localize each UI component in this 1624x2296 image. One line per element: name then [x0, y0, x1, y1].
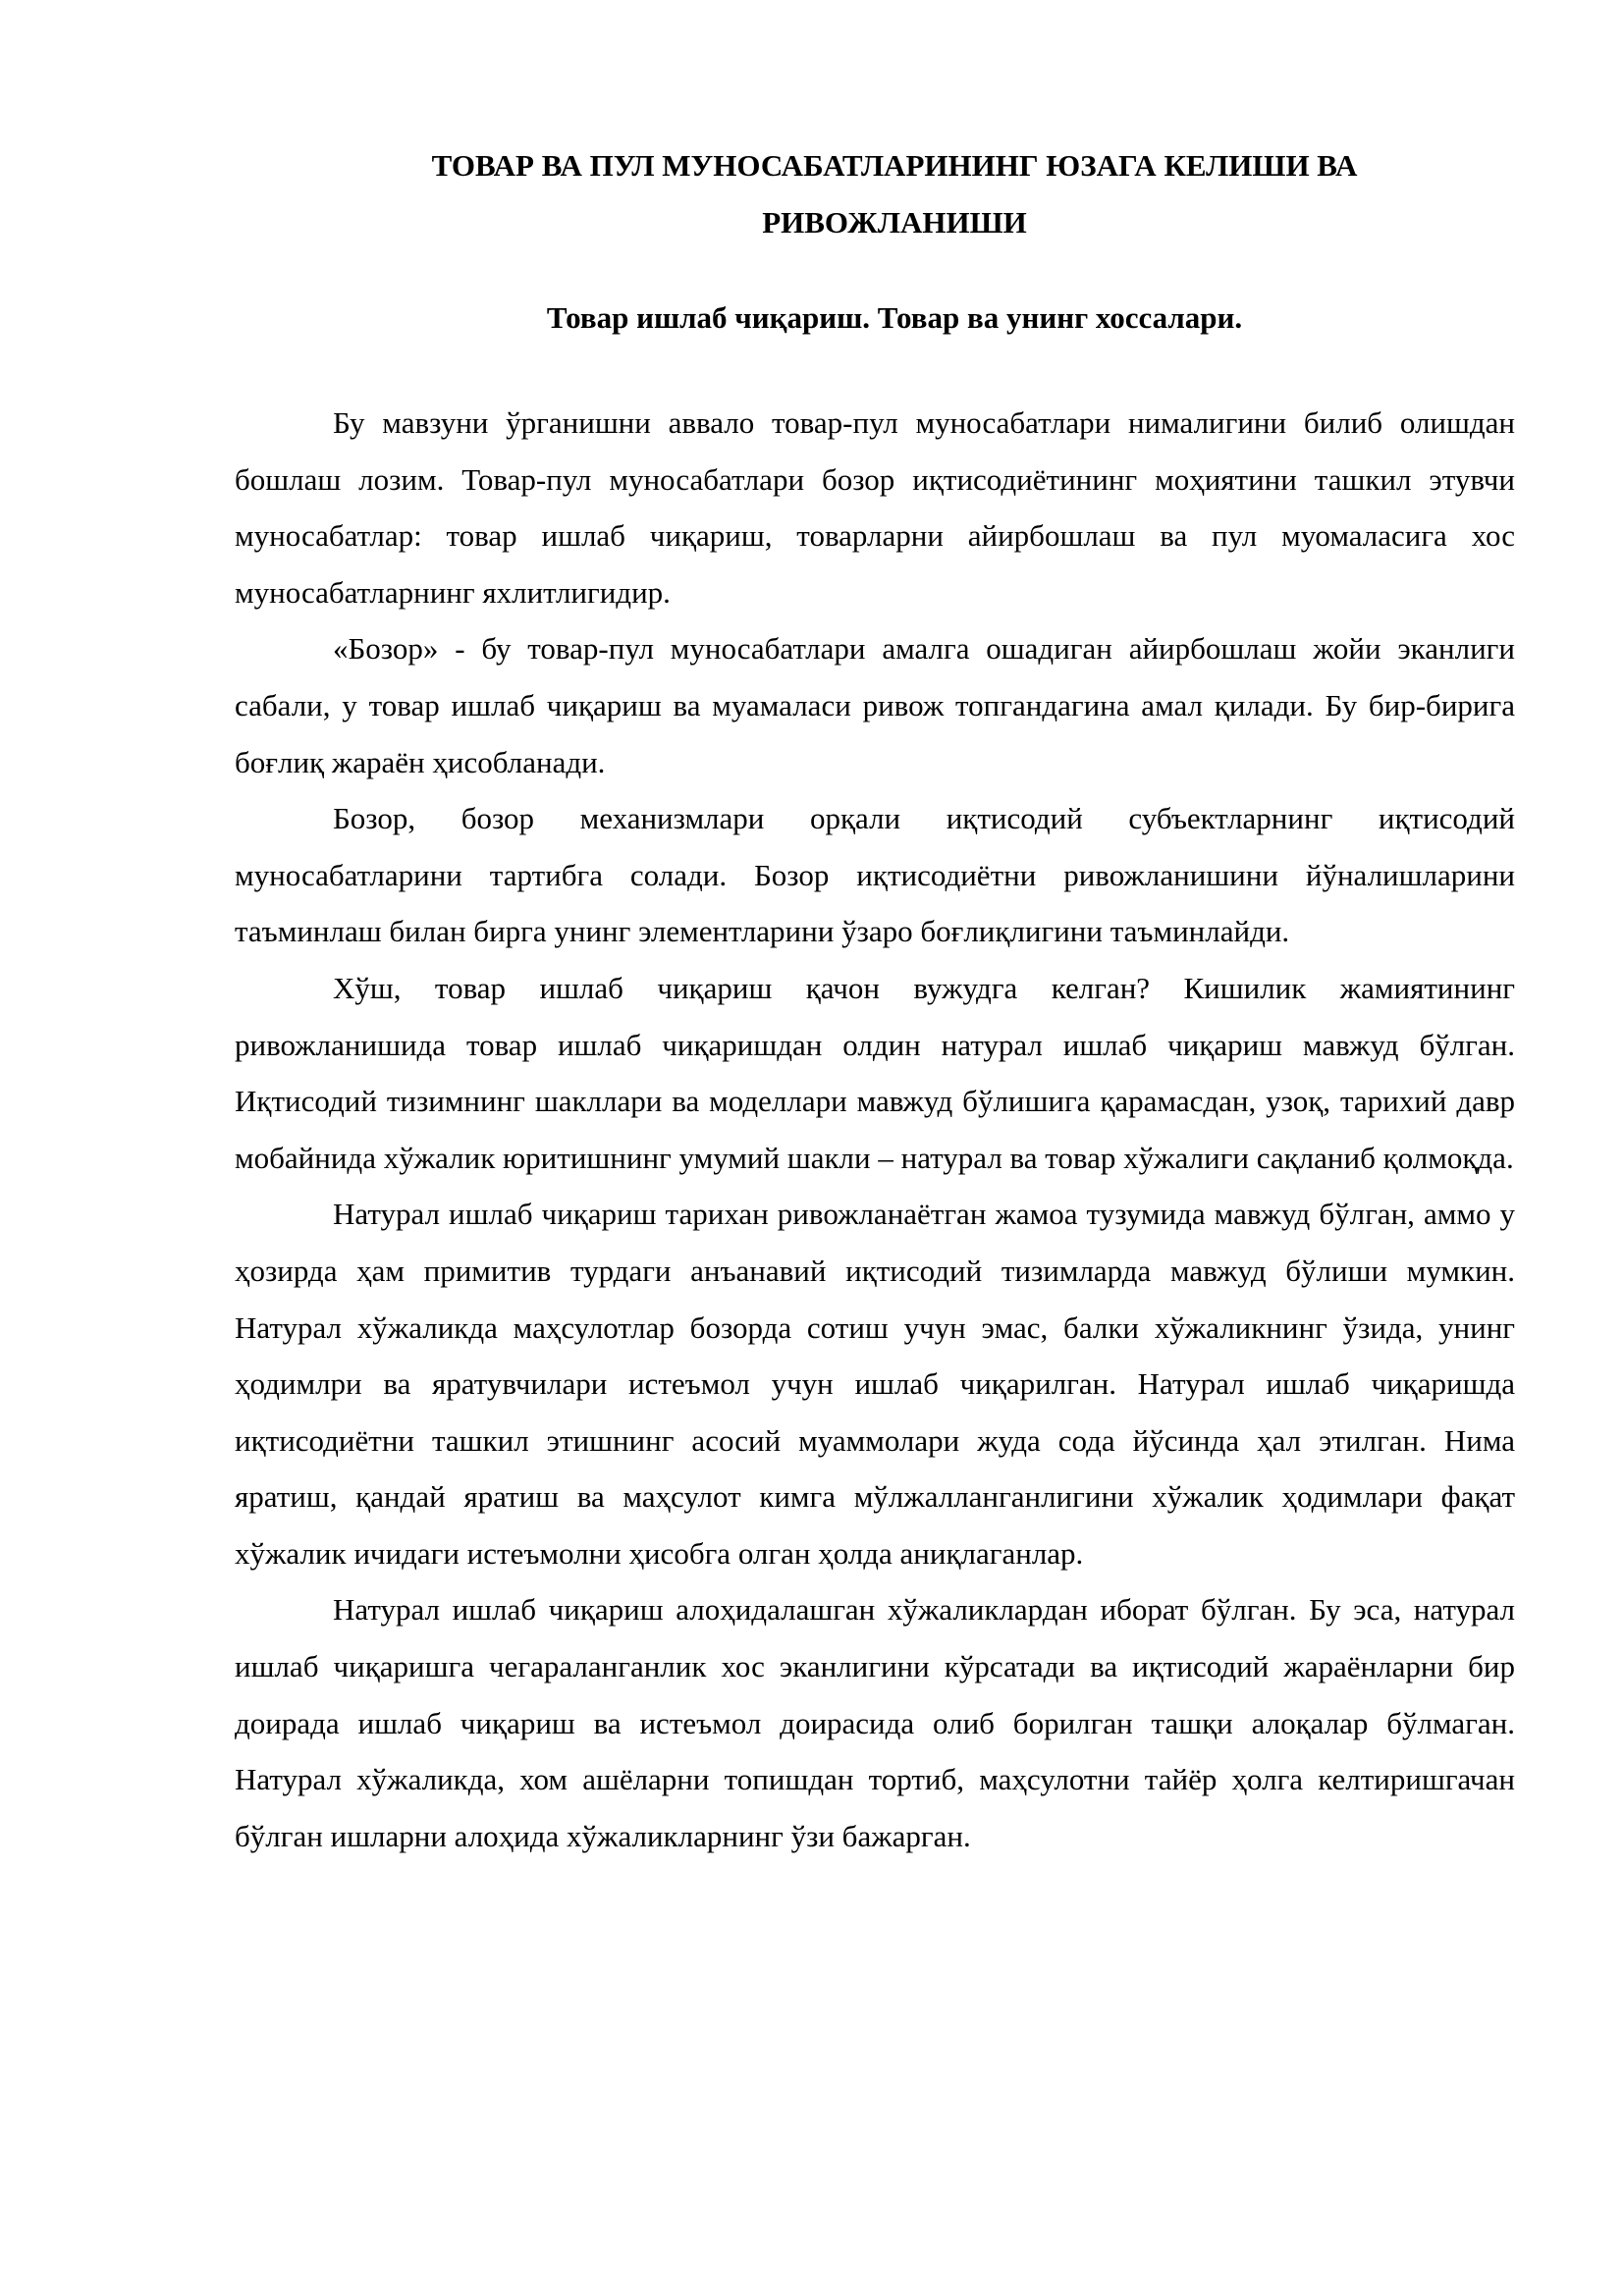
title-line-2: РИВОЖЛАНИШИ	[762, 205, 1027, 240]
paragraph-5: Натурал ишлаб чиқариш тарихан ривожланаётган жамоа тузумида мавжуд бўлган, аммо у ҳозирда ҳам примитив турдаги анъанавий иқтисодий тизимларда мавжуд бўлиши мумкин. Натурал хўжаликда маҳсулотлар бозорда сотиш учун эмас, балки хўжаликнинг ўзида, унинг ҳодимлри ва яратувчилари истеъмол учун ишлаб чиқарилган. Натурал ишлаб чиқаришда иқтисодиётни ташкил этишнинг асосий муаммолари жуда сода йўсинда ҳал этилган. Нима яратиш, қандай яратиш ва маҳсулот кимга мўлжалланганлигини хўжалик ҳодимлари фақат хўжалик ичидаги истеъмолни ҳисобга олган ҳолда аниқлаганлар.	[235, 1197, 1515, 1571]
paragraph-4: Хўш, товар ишлаб чиқариш қачон вужудга келган? Кишилик жамиятининг ривожланишида товар ишлаб чиқаришдан олдин натурал ишлаб чиқариш мавжуд бўлган. Иқтисодий тизимнинг шакллари ва моделлари мавжуд бўлишига қарамасдан, узоқ, тарихий давр мобайнида хўжалик юритишнинг умумий шакли – натурал ва товар хўжалиги сақланиб қолмоқда.	[235, 970, 1515, 1175]
paragraph-2: «Бозор» - бу товар-пул муносабатлари амалга ошадиган айирбошлаш жойи эканлиги сабали, у товар ишлаб чиқариш ва муамаласи ривож топгандагина амал қилади. Бу бир-бирига боғлиқ жараён ҳисобланади.	[235, 631, 1515, 779]
document-page	[235, 137, 1515, 1864]
paragraph-6: Натурал ишлаб чиқариш алоҳидалашган хўжаликлардан иборат бўлган. Бу эса, натурал ишлаб чиқаришга чегараланганлик хос эканлигини кўрсатади ва иқтисодий жараёнларни бир доирада ишлаб чиқариш ва истеъмол доирасида олиб борилган ташқи алоқалар бўлмаган. Натурал хўжаликда, хом ашёларни топишдан тортиб, маҳсулотни тайёр ҳолга келтиришгачан бўлган ишларни алоҳида хўжаликларнинг ўзи бажарган.	[235, 1592, 1515, 1853]
paragraph-1: Бу мавзуни ўрганишни аввало товар-пул муносабатлари нималигини билиб олишдан бошлаш лозим. Товар-пул муносабатлари бозор иқтисодиётининг моҳиятини ташкил этувчи муносабатлар: товар ишлаб чиқариш, товарларни айирбошлаш ва пул муомаласига хос муносабатларнинг яхлитлигидир.	[235, 405, 1515, 610]
title-line-1: ТОВАР ВА ПУЛ МУНОСАБАТЛАРИНИНГ ЮЗАГА КЕЛИШИ ВА	[431, 148, 1358, 183]
section-subtitle: Товар ишлаб чиқариш. Товар ва унинг хоссалари.	[546, 300, 1243, 335]
document-body	[235, 395, 1515, 1864]
document-title	[235, 137, 1515, 251]
paragraph-3: Бозор, бозор механизмлари орқали иқтисодий субъектларнинг иқтисодий муносабатларини тартибга солади. Бозор иқтисодиётни ривожланишини йўналишларини таъминлаш билан бирга унинг элементларини ўзаро боғлиқлигини таъминлайди.	[235, 801, 1515, 949]
